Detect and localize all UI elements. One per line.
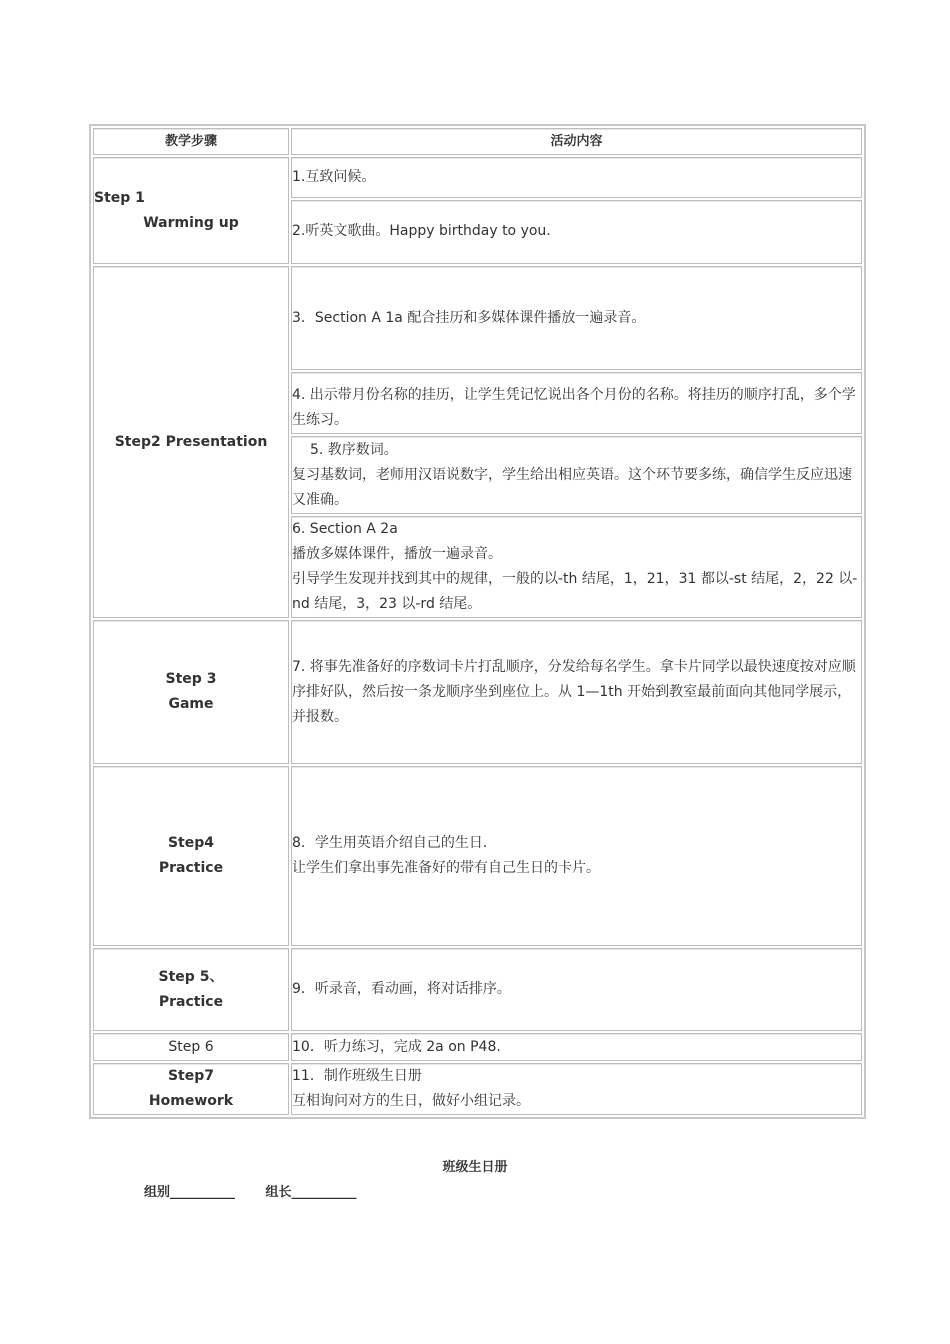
step2-title: Step2 Presentation <box>114 433 268 450</box>
step4-title: Step4 <box>167 835 215 851</box>
activity-6-line1: 播放多媒体课件，播放一遍录音。 <box>292 545 502 562</box>
table-row <box>93 620 862 764</box>
lesson-plan-table <box>89 124 866 1119</box>
activity-7: 7. 将事先准备好的序数词卡片打乱顺序，分发给每名学生。拿卡片同学以最快速度按对应顺序排好队，然后按一条龙顺序坐到座位上。从 1—1th 开始到教室最前面向其他同学展示，并报数。 <box>291 620 862 764</box>
step1-cell <box>93 157 289 264</box>
step4-cell <box>93 766 289 946</box>
activity-8-title: 8．学生用英语介绍自己的生日. <box>292 835 488 851</box>
step3-title: Step 3 <box>165 671 217 687</box>
activity-11 <box>291 1063 862 1115</box>
table-row <box>93 266 862 370</box>
group-field-label: 组别__________ <box>144 1185 236 1200</box>
activity-11-title: 11．制作班级生日册 <box>292 1068 422 1084</box>
table-row <box>93 157 862 198</box>
step7-subtitle: Homework <box>148 1093 234 1109</box>
step2-cell <box>93 266 289 618</box>
activity-5-title: 5. 教序数词。 <box>310 441 398 458</box>
activity-3: 3．Section A 1a 配合挂历和多媒体课件播放一遍录音。 <box>291 266 862 370</box>
form-fields <box>144 1181 383 1200</box>
header-activity-column: 活动内容 <box>291 128 862 155</box>
step1-subtitle: Warming up <box>143 214 239 231</box>
activity-11-body: 互相询问对方的生日，做好小组记录。 <box>292 1093 530 1109</box>
step7-cell <box>93 1063 289 1115</box>
activity-6-line2: 引导学生发现并找到其中的规律，一般的以-th 结尾，1，21，31 都以-st 结尾，2，22 以-nd 结尾，3，23 以-rd 结尾。 <box>292 570 858 612</box>
step6-cell: Step 6 <box>93 1033 289 1061</box>
leader-field-label: 组长__________ <box>265 1185 357 1200</box>
activity-2: 2.听英文歌曲。Happy birthday to you. <box>291 200 862 264</box>
activity-8-body: 让学生们拿出事先准备好的带有自己生日的卡片。 <box>292 860 600 876</box>
step5-title: Step 5、 <box>158 968 224 985</box>
step3-subtitle: Game <box>168 696 214 712</box>
step4-subtitle: Practice <box>158 860 224 876</box>
step5-cell <box>93 948 289 1031</box>
table-row <box>93 1033 862 1061</box>
step7-title: Step7 <box>167 1068 215 1084</box>
activity-4: 4. 出示带月份名称的挂历，让学生凭记忆说出各个月份的名称。将挂历的顺序打乱，多个学生练习。 <box>291 372 862 434</box>
header-step-column: 教学步骤 <box>93 128 289 155</box>
activity-1: 1.互致问候。 <box>291 157 862 198</box>
activity-10: 10．听力练习，完成 2a on P48. <box>291 1033 862 1061</box>
activity-6-title: 6. Section A 2a <box>292 520 398 537</box>
activity-8 <box>291 766 862 946</box>
table-row <box>93 766 862 946</box>
activity-5 <box>291 436 862 513</box>
table-row <box>93 1063 862 1115</box>
step3-cell <box>93 620 289 764</box>
step1-title: Step 1 <box>94 189 145 206</box>
table-row <box>93 948 862 1031</box>
table-header-row <box>93 128 862 155</box>
activity-9: 9．听录音，看动画，将对话排序。 <box>291 948 862 1031</box>
birthday-book-heading: 班级生日册 <box>442 1160 508 1175</box>
step5-subtitle: Practice <box>158 993 224 1010</box>
activity-5-body: 复习基数词，老师用汉语说数字，学生给出相应英语。这个环节要多练，确信学生反应迅速又准确。 <box>292 466 852 508</box>
activity-6 <box>291 516 862 618</box>
